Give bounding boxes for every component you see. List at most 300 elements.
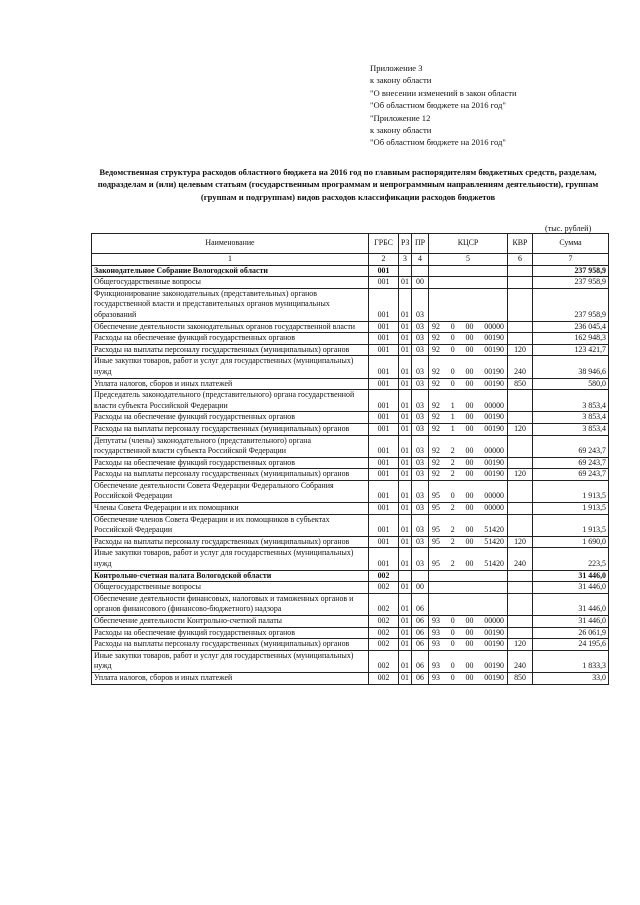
row-name: Расходы на выплаты персоналу государственных (муниципальных) органов	[92, 423, 369, 435]
kcsr-event: 00	[465, 333, 474, 343]
row-kvr	[508, 582, 533, 594]
row-kvr	[508, 435, 533, 457]
row-pr: 06	[412, 672, 429, 684]
row-rz: 01	[399, 435, 412, 457]
kcsr-event: 00	[465, 400, 474, 410]
row-grbs: 001	[369, 412, 399, 424]
row-kcsr	[429, 344, 508, 356]
row-rz: 01	[399, 650, 412, 672]
row-rz: 01	[399, 503, 412, 515]
table-row	[92, 514, 609, 536]
row-sum: 1 833,3	[533, 650, 609, 672]
row-rz: 01	[399, 536, 412, 548]
row-kcsr	[429, 265, 508, 277]
kcsr-subprogram: 2	[450, 457, 455, 467]
row-kcsr	[429, 639, 508, 651]
kcsr-event: 00	[465, 457, 474, 467]
row-name: Расходы на выплаты персоналу государственных (муниципальных) органов	[92, 639, 369, 651]
row-sum: 3 853,4	[533, 412, 609, 424]
row-grbs: 001	[369, 321, 399, 333]
row-pr: 06	[412, 593, 429, 615]
row-grbs: 002	[369, 672, 399, 684]
row-kcsr	[429, 616, 508, 628]
row-grbs: 002	[369, 650, 399, 672]
header-sum: Сумма	[533, 234, 609, 254]
row-sum: 31 446,0	[533, 582, 609, 594]
table-row	[92, 277, 609, 289]
kcsr-event: 00	[465, 672, 474, 682]
kcsr-direction: 00000	[484, 400, 504, 410]
row-kcsr	[429, 627, 508, 639]
row-sum: 223,5	[533, 548, 609, 570]
kcsr-direction: 51420	[484, 559, 504, 569]
kcsr-subprogram: 0	[450, 491, 455, 501]
table-row	[92, 503, 609, 515]
header-pr: ПР	[412, 234, 429, 254]
kcsr-subprogram: 0	[450, 672, 455, 682]
row-grbs: 001	[369, 514, 399, 536]
row-sum: 1 913,5	[533, 503, 609, 515]
row-sum: 24 195,6	[533, 639, 609, 651]
row-kvr	[508, 514, 533, 536]
row-grbs: 001	[369, 344, 399, 356]
kcsr-program: 92	[432, 469, 440, 479]
kcsr-event: 00	[465, 536, 474, 546]
kcsr-direction: 00000	[484, 491, 504, 501]
row-kvr: 120	[508, 469, 533, 481]
kcsr-direction: 00000	[484, 446, 504, 456]
row-kvr	[508, 288, 533, 321]
row-rz: 01	[399, 548, 412, 570]
row-kvr	[508, 570, 533, 582]
table-row	[92, 627, 609, 639]
row-kvr: 120	[508, 423, 533, 435]
row-rz: 01	[399, 390, 412, 412]
kcsr-direction: 51420	[484, 536, 504, 546]
row-pr	[412, 570, 429, 582]
table-row	[92, 412, 609, 424]
row-kvr: 120	[508, 344, 533, 356]
row-grbs: 001	[369, 390, 399, 412]
kcsr-program: 92	[432, 378, 440, 388]
row-grbs: 001	[369, 378, 399, 390]
row-grbs: 001	[369, 503, 399, 515]
kcsr-subprogram: 0	[450, 378, 455, 388]
row-grbs: 001	[369, 469, 399, 481]
row-pr: 00	[412, 277, 429, 289]
row-name: Расходы на обеспечение функций государственных органов	[92, 457, 369, 469]
row-sum: 237 958,9	[533, 288, 609, 321]
row-sum: 1 913,5	[533, 480, 609, 502]
kcsr-program: 92	[432, 400, 440, 410]
kcsr-program: 93	[432, 672, 440, 682]
table-row	[92, 593, 609, 615]
annex-line: "Об областном бюджете на 2016 год"	[370, 100, 506, 111]
row-kcsr	[429, 378, 508, 390]
kcsr-event: 00	[465, 503, 474, 513]
kcsr-program: 95	[432, 536, 440, 546]
row-sum: 3 853,4	[533, 390, 609, 412]
row-kcsr	[429, 457, 508, 469]
table-row	[92, 288, 609, 321]
row-rz: 01	[399, 344, 412, 356]
kcsr-program: 93	[432, 639, 440, 649]
kcsr-event: 00	[465, 378, 474, 388]
kcsr-direction: 00190	[484, 457, 504, 467]
row-pr: 03	[412, 321, 429, 333]
row-kvr	[508, 616, 533, 628]
row-kvr	[508, 593, 533, 615]
row-sum: 26 061,9	[533, 627, 609, 639]
annex-line: к закону области	[370, 125, 432, 136]
kcsr-program: 92	[432, 344, 440, 354]
row-sum: 31 446,0	[533, 570, 609, 582]
header-kvr: КВР	[508, 234, 533, 254]
annex-line: "О внесении изменений в закон области	[370, 87, 517, 98]
row-kvr	[508, 627, 533, 639]
row-sum: 580,0	[533, 378, 609, 390]
row-kcsr	[429, 503, 508, 515]
row-name: Расходы на выплаты персоналу государственных (муниципальных) органов	[92, 536, 369, 548]
row-rz	[399, 265, 412, 277]
row-sum: 162 948,3	[533, 333, 609, 345]
row-sum: 69 243,7	[533, 457, 609, 469]
row-kvr	[508, 480, 533, 502]
kcsr-event: 00	[465, 321, 474, 331]
kcsr-subprogram: 0	[450, 344, 455, 354]
kcsr-program: 95	[432, 559, 440, 569]
row-grbs: 002	[369, 570, 399, 582]
row-pr: 03	[412, 514, 429, 536]
kcsr-direction: 00190	[484, 469, 504, 479]
row-name: Законодательное Собрание Вологодской области	[92, 265, 369, 277]
kcsr-direction: 00190	[484, 333, 504, 343]
kcsr-subprogram: 0	[450, 661, 455, 671]
kcsr-event: 00	[465, 491, 474, 501]
kcsr-program: 92	[432, 457, 440, 467]
row-kcsr	[429, 288, 508, 321]
row-name: Иные закупки товаров, работ и услуг для государственных (муниципальных) нужд	[92, 548, 369, 570]
kcsr-event: 00	[465, 627, 474, 637]
table-row	[92, 321, 609, 333]
row-pr: 03	[412, 503, 429, 515]
row-sum: 237 958,9	[533, 277, 609, 289]
kcsr-program: 95	[432, 503, 440, 513]
row-sum: 31 446,0	[533, 616, 609, 628]
row-grbs: 002	[369, 593, 399, 615]
kcsr-program: 92	[432, 446, 440, 456]
kcsr-event: 00	[465, 661, 474, 671]
row-kvr: 120	[508, 639, 533, 651]
row-name: Расходы на обеспечение функций государственных органов	[92, 412, 369, 424]
row-pr: 06	[412, 627, 429, 639]
row-kvr	[508, 503, 533, 515]
kcsr-program: 95	[432, 491, 440, 501]
row-rz	[399, 570, 412, 582]
row-pr: 03	[412, 469, 429, 481]
table-row	[92, 548, 609, 570]
kcsr-subprogram: 0	[450, 333, 455, 343]
kcsr-program: 92	[432, 321, 440, 331]
row-name: Иные закупки товаров, работ и услуг для государственных (муниципальных) нужд	[92, 650, 369, 672]
row-kcsr	[429, 469, 508, 481]
kcsr-program: 95	[432, 525, 440, 535]
row-name: Расходы на обеспечение функций государственных органов	[92, 333, 369, 345]
row-kcsr	[429, 277, 508, 289]
kcsr-direction: 00190	[484, 423, 504, 433]
row-pr: 03	[412, 457, 429, 469]
expenditure-table	[91, 233, 609, 685]
kcsr-event: 00	[465, 446, 474, 456]
row-kcsr	[429, 514, 508, 536]
row-kvr	[508, 412, 533, 424]
row-kcsr	[429, 356, 508, 378]
row-pr	[412, 265, 429, 277]
annex-line: Приложение 3	[370, 63, 423, 73]
row-kcsr	[429, 423, 508, 435]
row-name: Обеспечение деятельности Совета Федерации Федерального Собрания Российской Федерации	[92, 480, 369, 502]
kcsr-direction: 00000	[484, 503, 504, 513]
table-row	[92, 639, 609, 651]
row-rz: 01	[399, 582, 412, 594]
kcsr-direction: 00190	[484, 672, 504, 682]
row-name: Депутаты (члены) законодательного (представительного) органа государственной власти субъекта Российской Федерации	[92, 435, 369, 457]
row-rz: 01	[399, 469, 412, 481]
kcsr-subprogram: 0	[450, 366, 455, 376]
kcsr-program: 93	[432, 616, 440, 625]
row-sum: 1 913,5	[533, 514, 609, 536]
row-rz: 01	[399, 288, 412, 321]
row-rz: 01	[399, 627, 412, 639]
table-row	[92, 616, 609, 628]
row-sum: 237 958,9	[533, 265, 609, 277]
row-name: Обеспечение членов Совета Федерации и их помощников в субъектах Российской Федерации	[92, 514, 369, 536]
row-name: Председатель законодательного (представительного) органа государственной власти субъекта Российской Федерации	[92, 390, 369, 412]
kcsr-subprogram: 2	[450, 503, 455, 513]
col-number: 6	[508, 254, 533, 266]
header-rz: РЗ	[399, 234, 412, 254]
kcsr-subprogram: 0	[450, 616, 455, 625]
kcsr-direction: 00190	[484, 366, 504, 376]
row-name: Расходы на выплаты персоналу государственных (муниципальных) органов	[92, 469, 369, 481]
table-row	[92, 333, 609, 345]
kcsr-program: 93	[432, 661, 440, 671]
kcsr-event: 00	[465, 344, 474, 354]
table-row	[92, 582, 609, 594]
row-kcsr	[429, 333, 508, 345]
table-row	[92, 265, 609, 277]
kcsr-direction: 00190	[484, 627, 504, 637]
header-kcsr: КЦСР	[429, 234, 508, 254]
row-pr: 06	[412, 650, 429, 672]
row-name: Расходы на выплаты персоналу государственных (муниципальных) органов	[92, 344, 369, 356]
kcsr-direction: 00190	[484, 344, 504, 354]
row-pr: 03	[412, 288, 429, 321]
kcsr-subprogram: 2	[450, 446, 455, 456]
row-kcsr	[429, 412, 508, 424]
row-kcsr	[429, 570, 508, 582]
row-kvr: 850	[508, 672, 533, 684]
row-kvr: 240	[508, 356, 533, 378]
row-name: Обеспечение деятельности Контрольно-счетной палаты	[92, 616, 369, 628]
row-pr: 03	[412, 548, 429, 570]
header-name: Наименование	[92, 234, 369, 254]
kcsr-subprogram: 0	[450, 627, 455, 637]
row-rz: 01	[399, 333, 412, 345]
row-kcsr	[429, 672, 508, 684]
col-number: 4	[412, 254, 429, 266]
row-grbs: 001	[369, 536, 399, 548]
row-kcsr	[429, 593, 508, 615]
col-number: 3	[399, 254, 412, 266]
row-name: Обеспечение деятельности законодательных органов государственной власти	[92, 321, 369, 333]
row-kvr	[508, 457, 533, 469]
row-rz: 01	[399, 514, 412, 536]
row-rz: 01	[399, 378, 412, 390]
annex-line: к закону области	[370, 75, 432, 86]
row-pr: 03	[412, 536, 429, 548]
annex-block	[370, 62, 620, 149]
kcsr-event: 00	[465, 616, 474, 625]
row-sum: 33,0	[533, 672, 609, 684]
table-row	[92, 356, 609, 378]
col-number: 5	[429, 254, 508, 266]
row-pr: 03	[412, 435, 429, 457]
row-pr: 03	[412, 378, 429, 390]
kcsr-direction: 51420	[484, 525, 504, 535]
row-rz: 01	[399, 321, 412, 333]
header-grbs: ГРБС	[369, 234, 399, 254]
row-grbs: 001	[369, 423, 399, 435]
column-number-row	[92, 254, 609, 266]
table-header-row	[92, 234, 609, 254]
kcsr-event: 00	[465, 412, 474, 422]
row-kcsr	[429, 390, 508, 412]
row-sum: 38 946,6	[533, 356, 609, 378]
kcsr-subprogram: 0	[450, 321, 455, 331]
kcsr-event: 00	[465, 559, 474, 569]
row-rz: 01	[399, 412, 412, 424]
col-number: 2	[369, 254, 399, 266]
row-rz: 01	[399, 616, 412, 628]
annex-line: "Об областном бюджете на 2016 год"	[370, 137, 506, 148]
row-grbs: 002	[369, 616, 399, 628]
row-rz: 01	[399, 593, 412, 615]
row-grbs: 001	[369, 288, 399, 321]
row-grbs: 001	[369, 480, 399, 502]
row-name: Обеспечение деятельности финансовых, налоговых и таможенных органов и органов финансового (финансово-бюджетного) надзора	[92, 593, 369, 615]
row-kvr: 120	[508, 536, 533, 548]
row-name: Уплата налогов, сборов и иных платежей	[92, 378, 369, 390]
row-pr: 03	[412, 356, 429, 378]
row-rz: 01	[399, 423, 412, 435]
kcsr-direction: 00000	[484, 616, 504, 625]
row-name: Расходы на обеспечение функций государственных органов	[92, 627, 369, 639]
kcsr-direction: 00190	[484, 639, 504, 649]
document-title: Ведомственная структура расходов областного бюджета на 2016 год по главным распорядителям бюджетных средств, разделам, подразделам и (или) целевым статьям (государственным программам и непрограммным направлениям деятельности), группам (группам и подгруппам) видов расходов классификации расходов бюджетов	[97, 167, 599, 202]
row-name: Функционирование законодательных (представительных) органов государственной власти и представительных органов муниципальных образований	[92, 288, 369, 321]
table-row	[92, 435, 609, 457]
kcsr-direction: 00190	[484, 378, 504, 388]
kcsr-direction: 00190	[484, 412, 504, 422]
row-name: Общегосударственные вопросы	[92, 277, 369, 289]
table-row	[92, 423, 609, 435]
row-kvr	[508, 277, 533, 289]
row-kcsr	[429, 548, 508, 570]
row-grbs: 001	[369, 356, 399, 378]
row-grbs: 002	[369, 582, 399, 594]
table-row	[92, 469, 609, 481]
row-kvr	[508, 333, 533, 345]
table-row	[92, 390, 609, 412]
row-pr: 03	[412, 390, 429, 412]
row-rz: 01	[399, 457, 412, 469]
annex-line: "Приложение 12	[370, 112, 431, 123]
row-rz: 01	[399, 356, 412, 378]
table-row	[92, 672, 609, 684]
row-name: Иные закупки товаров, работ и услуг для государственных (муниципальных) нужд	[92, 356, 369, 378]
kcsr-program: 92	[432, 366, 440, 376]
row-sum: 123 421,7	[533, 344, 609, 356]
row-pr: 03	[412, 480, 429, 502]
kcsr-subprogram: 0	[450, 639, 455, 649]
kcsr-subprogram: 1	[450, 400, 455, 410]
row-kcsr	[429, 321, 508, 333]
kcsr-event: 00	[465, 639, 474, 649]
row-sum: 31 446,0	[533, 593, 609, 615]
row-pr: 06	[412, 639, 429, 651]
unit-label: (тыс. рублей)	[545, 224, 592, 233]
table-row	[92, 480, 609, 502]
row-pr: 00	[412, 582, 429, 594]
kcsr-event: 00	[465, 469, 474, 479]
kcsr-direction: 00190	[484, 661, 504, 671]
row-kcsr	[429, 480, 508, 502]
row-kcsr	[429, 536, 508, 548]
kcsr-program: 92	[432, 412, 440, 422]
row-pr: 03	[412, 423, 429, 435]
row-name: Общегосударственные вопросы	[92, 582, 369, 594]
row-grbs: 001	[369, 277, 399, 289]
kcsr-program: 93	[432, 627, 440, 637]
row-pr: 06	[412, 616, 429, 628]
col-number: 7	[533, 254, 609, 266]
row-rz: 01	[399, 639, 412, 651]
row-kvr	[508, 265, 533, 277]
row-kvr	[508, 390, 533, 412]
row-sum: 69 243,7	[533, 469, 609, 481]
row-kcsr	[429, 435, 508, 457]
kcsr-subprogram: 2	[450, 536, 455, 546]
kcsr-subprogram: 2	[450, 469, 455, 479]
row-kcsr	[429, 582, 508, 594]
row-name: Члены Совета Федерации и их помощники	[92, 503, 369, 515]
row-grbs: 001	[369, 435, 399, 457]
row-kcsr	[429, 650, 508, 672]
row-kvr: 850	[508, 378, 533, 390]
kcsr-event: 00	[465, 423, 474, 433]
kcsr-subprogram: 1	[450, 423, 455, 433]
row-kvr: 240	[508, 650, 533, 672]
kcsr-subprogram: 1	[450, 412, 455, 422]
row-sum: 236 045,4	[533, 321, 609, 333]
kcsr-program: 92	[432, 423, 440, 433]
row-kvr	[508, 321, 533, 333]
kcsr-program: 92	[432, 333, 440, 343]
row-grbs: 001	[369, 265, 399, 277]
table-row	[92, 650, 609, 672]
row-grbs: 002	[369, 639, 399, 651]
